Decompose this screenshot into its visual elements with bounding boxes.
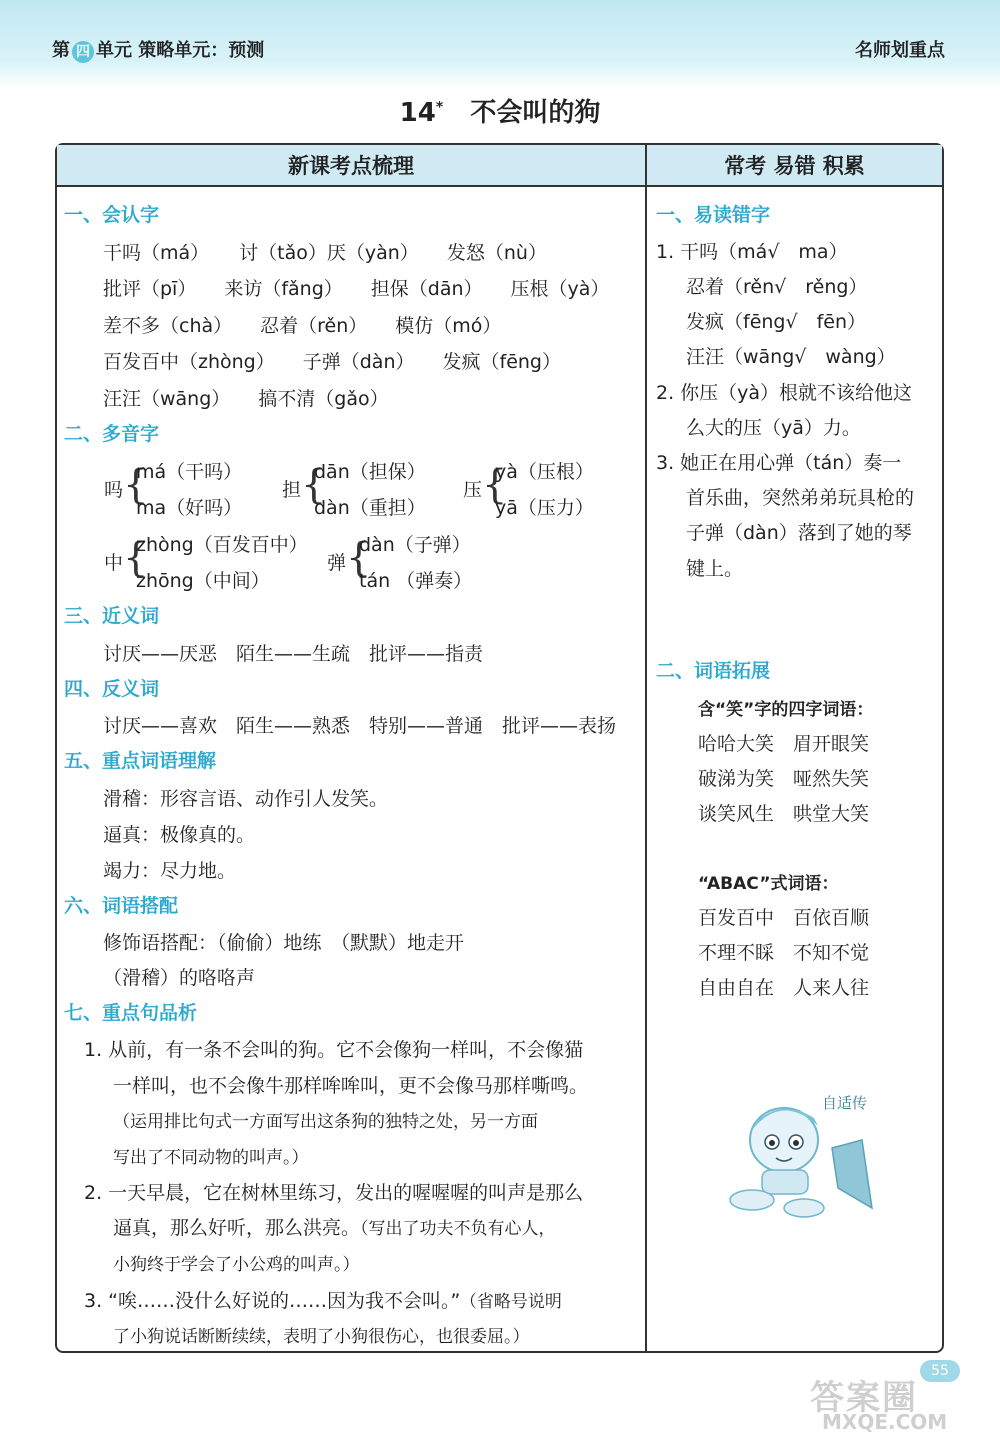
text-line: 逼真，那么好听，那么洪亮。（写出了功夫不负有心人， [113,1217,556,1239]
text-line: 发疯（fēng√ fēn） [686,311,867,333]
text-line: 键上。 [686,558,744,580]
text-line: 差不多（chà） 忍着（rěn） 模仿（mó） [103,315,502,337]
text-line: 哈哈大笑 眉开眼笑 [698,733,870,755]
section-title: 三、近义词 [64,605,160,627]
analysis-note: （运用排比句式一方面写出这条狗的独特之处，另一方面 [113,1112,538,1132]
text-line: 修饰语搭配：（偷偷）地练 （默默）地走开 [103,932,465,954]
text-line: 破涕为笑 哑然失笑 [698,768,870,790]
text-line: 忍着（rěn√ rěng） [686,276,868,298]
text-line: 2. 你压（yà）根就不该给他这 [656,382,913,404]
text-line: 讨厌——喜欢 陌生——熟悉 特别——普通 批评——表扬 [103,715,617,737]
text-line: zhōng（中间） [136,570,270,592]
text-line: zhòng（百发百中） [136,534,308,556]
text-line: 1. 干吗（má√ ma） [656,241,848,263]
analysis-note: 了小狗说话断断续续，表明了小狗很伤心，也很委屈。） [113,1327,530,1347]
text-line: 首乐曲，突然弟弟玩具枪的 [686,487,915,509]
right-column-header: 常考 易错 积累 [647,145,942,187]
left-column-header: 新课考点梳理 [57,145,645,187]
brace: { [346,535,372,581]
text-line: 3. “唉……没什么好说的……因为我不会叫。” （省略号说明 [84,1290,562,1312]
sub-heading: 含“笑”字的四字词语： [698,700,874,720]
text-line: 滑稽：形容言语、动作引人发笑。 [103,788,389,810]
page-number: 55 [920,1360,960,1382]
text-line: 竭力：尽力地。 [103,860,237,882]
poly-char: 中 [104,552,124,574]
section-title: 四、反义词 [64,678,160,700]
text-line: dàn（子弹） [359,534,471,556]
analysis-note: 写出了不同动物的叫声。） [113,1148,309,1168]
text-line: 干吗（má） 讨（tǎo）厌（yàn） 发怒（nù） [103,242,547,264]
text-line: 汪汪（wāng√ wàng） [686,346,896,368]
text-line: dàn（重担） [314,497,426,519]
brace: { [482,462,508,508]
lesson-title: 14* 不会叫的狗 [399,98,601,128]
unit-label: 第 四 单元 策略单元：预测 [52,40,265,61]
unit-number-badge: 四 [72,41,94,63]
poly-char: 担 [282,479,302,501]
text-line: 汪汪（wāng） 搞不清（gǎo） [103,388,389,410]
section-title: 六、词语搭配 [64,895,179,917]
section-title: 二、多音字 [64,423,160,445]
text-line: ma（好吗） [136,497,243,519]
sub-heading: “ABAC”式词语： [698,874,839,894]
brand-label: 名师划重点 [855,40,945,61]
brace: { [123,535,149,581]
section-title: 五、重点词语理解 [64,750,217,772]
text-line: 子弹（dàn）落到了她的琴 [686,522,912,544]
section-title: 七、重点句品析 [64,1002,198,1024]
brace: { [123,462,149,508]
text-line: 讨厌——厌恶 陌生——生疏 批评——指责 [103,643,484,665]
text-line: 百发百中 百依百顺 [698,907,870,929]
text-line: 逼真：极像真的。 [103,824,256,846]
text-line: má（干吗） [136,461,243,483]
text-line: 3. 她正在用心弹（tán）奏一 [656,452,902,474]
analysis-note: 小狗终于学会了小公鸡的叫声。） [113,1255,360,1275]
text-line: 1. 从前，有一条不会叫的狗。它不会像狗一样叫，不会像猫 [84,1039,584,1061]
text-line: 谈笑风生 哄堂大笑 [698,803,870,825]
text-line: 不理不睬 不知不觉 [698,942,870,964]
text-line: 百发百中（zhòng） 子弹（dàn） 发疯（fēng） [103,351,561,373]
text-line: （滑稽）的咯咯声 [103,967,256,989]
text-line: yà（压根） [495,461,594,483]
brace: { [301,462,327,508]
text-line: 么大的压（yā）力。 [686,417,861,439]
section-title: 二、词语拓展 [656,660,771,682]
text-line: tán （弹奏） [359,570,473,592]
poly-char: 压 [463,479,483,501]
poly-char: 吗 [104,479,124,501]
text-line: dān（担保） [314,461,426,483]
cartoon-text: 自适传 [822,1094,868,1112]
watermark: 答案圈 [810,1378,918,1418]
section-title: 一、会认字 [64,204,160,226]
text-line: 批评（pī） 来访（fǎng） 担保（dān） 压根（yà） [103,278,610,300]
column-divider [645,143,647,1353]
text-line: 一样叫，也不会像牛那样哞哞叫，更不会像马那样嘶鸣。 [113,1075,589,1097]
cartoon-illustration [722,1078,892,1223]
text-line: yā（压力） [495,497,594,519]
watermark-url: MXQE.COM [822,1410,948,1434]
section-title: 一、易读错字 [656,204,771,226]
text-line: 自由自在 人来人往 [698,977,870,999]
text-line: 2. 一天早晨，它在树林里练习，发出的喔喔喔的叫声是那么 [84,1182,584,1204]
poly-char: 弹 [327,552,347,574]
